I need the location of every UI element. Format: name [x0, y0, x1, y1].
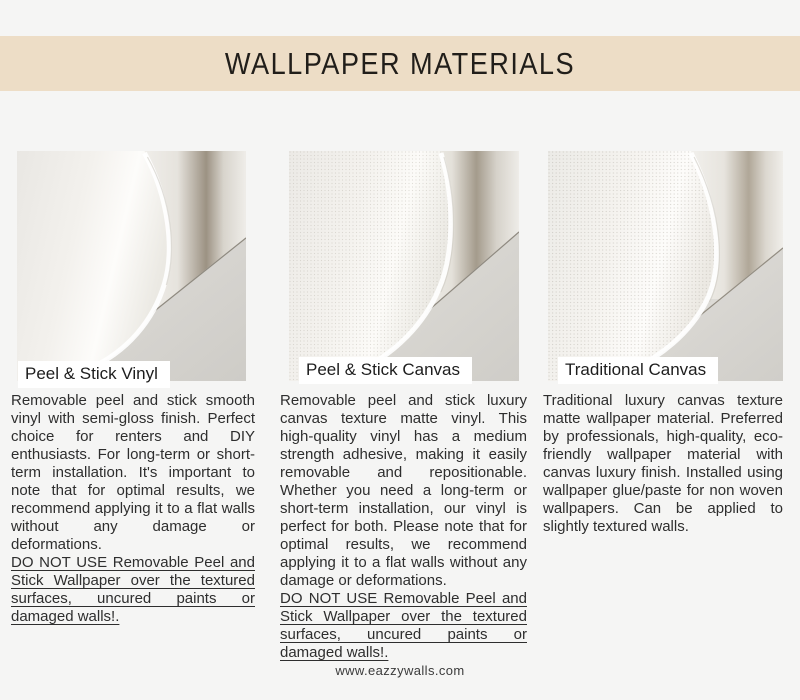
material-description: Removable peel and stick luxury canvas texture matte vinyl. This high-quality vinyl has a medium strength adhesive, making it easily removable and repositionable. Whether you need a long-term or short-term installation, our vinyl is perfect for both. Please note that for optimal results, we recommend applying it to a flat walls without any damage or deformations.: [280, 392, 527, 589]
title-band: [0, 36, 800, 91]
material-card-traditional-canvas: [543, 151, 783, 536]
material-warning: DO NOT USE Removable Peel and Stick Wallpaper over the textured surfaces, uncured paints or damaged walls!.: [11, 554, 255, 625]
material-description: Removable peel and stick smooth vinyl with semi-gloss finish. Perfect choice for renters and DIY enthusiasts. For long-term or short-term installation. It's important to note that for optimal results, we recommend applying it to a flat walls without any damage or deformations.: [11, 392, 255, 553]
peel-and-stick-canvas-sample-photo: [289, 151, 519, 381]
material-label: Peel & Stick Canvas: [299, 357, 472, 384]
material-card-peel-stick-canvas: [280, 151, 527, 662]
wallpaper-curl-illustration: [17, 151, 246, 381]
material-label: Traditional Canvas: [558, 357, 718, 384]
peel-and-stick-vinyl-sample-photo: [17, 151, 246, 381]
wallpaper-curl-illustration: [548, 151, 783, 381]
page-title: WALLPAPER MATERIALS: [224, 46, 576, 81]
material-label: Peel & Stick Vinyl: [18, 361, 170, 388]
material-warning: DO NOT USE Removable Peel and Stick Wallpaper over the textured surfaces, uncured paints or damaged walls!.: [280, 590, 527, 661]
website-url: www.eazzywalls.com: [335, 663, 465, 678]
material-description: Traditional luxury canvas texture matte wallpaper material. Preferred by professionals, high-quality, eco-friendly wallpaper material with canvas luxury finish. Installed using wallpaper glue/paste for non woven wallpapers. Can be applied to slightly textured walls.: [543, 392, 783, 535]
traditional-canvas-sample-photo: [548, 151, 783, 381]
material-card-peel-stick-vinyl: [11, 151, 255, 626]
wallpaper-curl-illustration: [289, 151, 519, 381]
